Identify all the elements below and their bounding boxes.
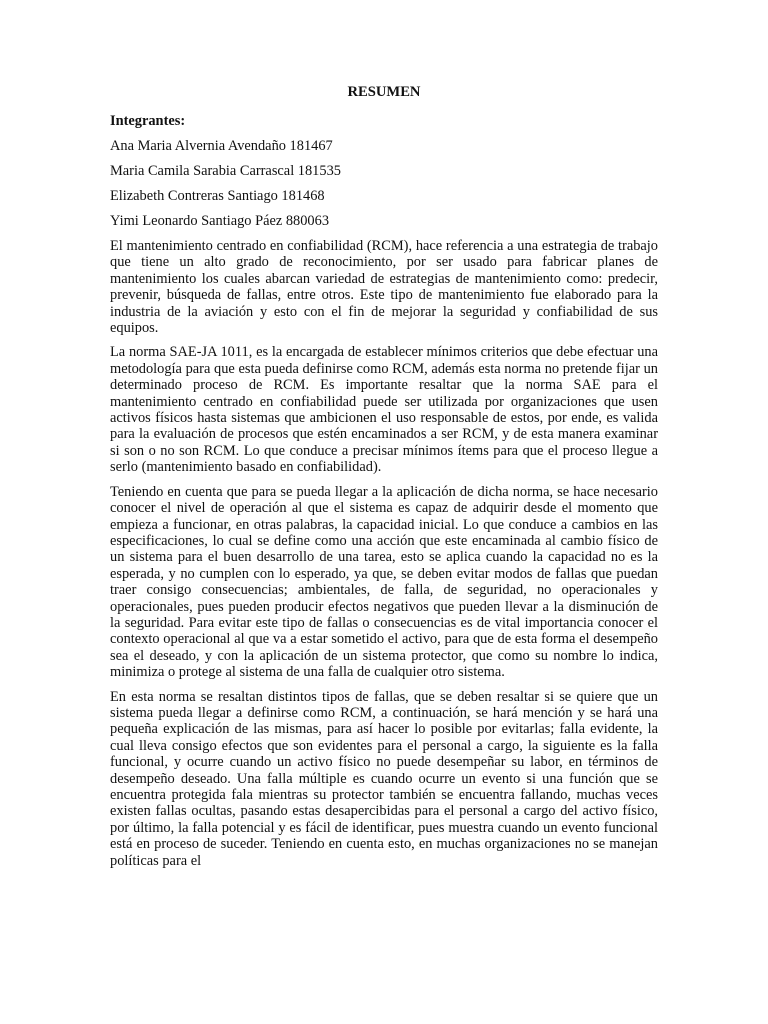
members-label: Integrantes: — [110, 113, 186, 129]
member-line: Elizabeth Contreras Santiago 181468 — [110, 188, 325, 204]
paragraph-aplicacion: Teniendo en cuenta que para se pueda llegar a la aplicación de dicha norma, se hace necesario conocer el nivel de operación al que el sistema es capaz de adquirir desde el momento que empieza a funcionar, en otras palabras, la capacidad inicial. Lo que conduce a cambios en las especificaciones, lo cual se define como una acción que este encaminada al cambio físico de un sistema para el buen desarrollo de una tarea, esto se aplica cuando la capacidad no es la esperada, y no cumplen con lo esperado, ya que, se deben evitar modos de fallas que puedan traer consigo consecuencias; ambientales, de falla, de seguridad, no operacionales y operacionales, pues pueden producir efectos negativos que pueden llevar a la disminución de la seguridad. Para evitar este tipo de fallas o consecuencias es de vital importancia conocer el contexto operacional al que va a estar sometido el activo, para que de esta forma el desempeño sea el deseado, y con la aplicación de un sistema protector, que como su nombre lo indica, minimiza o protege al sistema de una falla de cualquier otro sistema. — [110, 483, 658, 681]
paragraph-intro: El mantenimiento centrado en confiabilidad (RCM), hace referencia a una estrategia de trabajo que tiene un alto grado de reconocimiento, por ser usado para fabricar planes de mantenimiento los cuales abarcan variedad de estrategias de mantenimiento como: predecir, prevenir, búsqueda de fallas, entre otros. Este tipo de mantenimiento fue elaborado para la industria de la aviación y esto con el fin de mejorar la seguridad y confiabilidad de sus equipos. — [110, 238, 658, 337]
paragraph-fallas: En esta norma se resaltan distintos tipos de fallas, que se deben resaltar si se quiere que un sistema pueda llegar a definirse como RCM, a continuación, se hará mención y se hará una pequeña explicación de las mismas, para así hacer lo posible por evitarlas; falla evidente, la cual lleva consigo efectos que son evidentes para el personal a cargo, la siguiente es la falla funcional, y ocurre cuando un activo físico no puede desempeñar su labor, en términos de desempeño deseado. Una falla múltiple es cuando ocurre un evento si una función que se encuentra protegida fala mientras su protector también se encuentra fallando, muchas veces existen fallas ocultas, pasando estas desapercibidas para el personal a cargo del activo físico, por último, la falla potencial y es fácil de identificar, pues muestra cuando un evento funcional está en proceso de suceder. Teniendo en cuenta esto, en muchas organizaciones no se manejan políticas para el — [110, 688, 658, 869]
member-line: Yimi Leonardo Santiago Páez 880063 — [110, 213, 330, 229]
member-line: Maria Camila Sarabia Carrascal 181535 — [110, 163, 341, 179]
member-line: Ana Maria Alvernia Avendaño 181467 — [110, 138, 333, 154]
document-title: RESUMEN — [347, 84, 421, 100]
paragraph-norma: La norma SAE-JA 1011, es la encargada de establecer mínimos criterios que debe efectuar una metodología para que esta pueda definirse como RCM, además esta norma no pretende fijar un determinado proceso de RCM. Es importante resaltar que la norma SAE para el mantenimiento centrado en confiabilidad puede ser utilizada por organizaciones que usen activos físicos hasta sistemas que ambicionen el uso responsable de estos, por ende, es valida para la evaluación de procesos que estén encaminados a ser RCM, y de esta manera examinar si son o no son RCM. Lo que conduce a precisar mínimos ítems para que el proceso llegue a serlo (mantenimiento basado en confiabilidad). — [110, 344, 658, 476]
document-page — [110, 84, 658, 877]
